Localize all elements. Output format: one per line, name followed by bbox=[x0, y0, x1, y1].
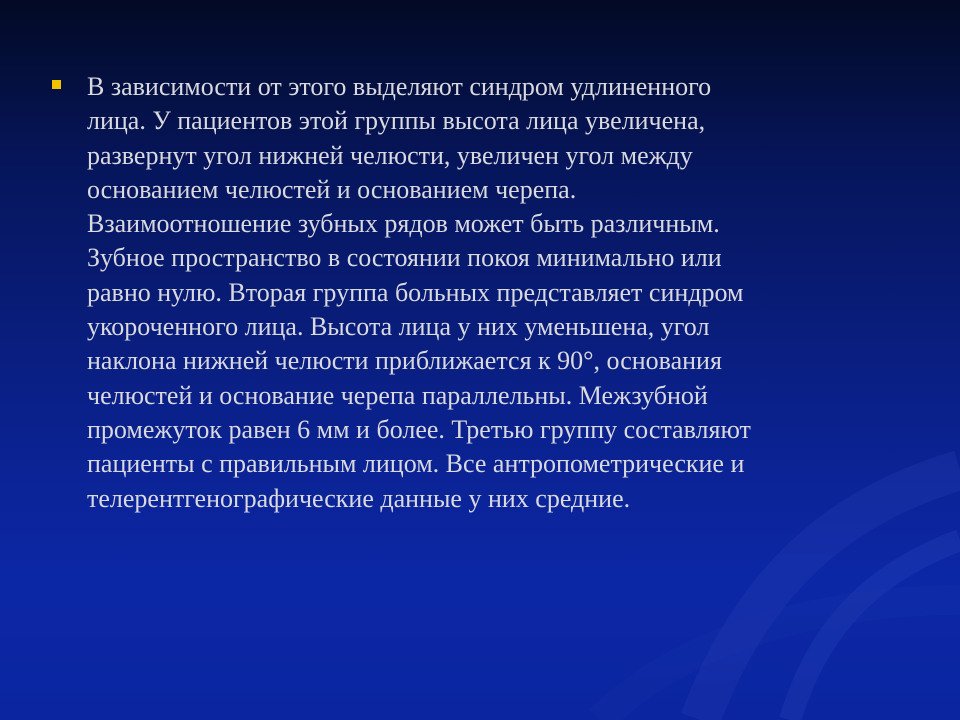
paragraph-text bbox=[87, 70, 751, 516]
paragraph-line: В зависимости от этого выделяют синдром удлиненного bbox=[87, 72, 712, 101]
paragraph-line: телерентгенографические данные у них средние. bbox=[87, 483, 631, 513]
paragraph-line: укороченного лица. Высота лица у них уменьшена, угол bbox=[87, 312, 710, 342]
paragraph-line: развернут угол нижней челюсти, увеличен угол между bbox=[87, 140, 693, 170]
paragraph-line: Зубное пространство в состоянии покоя минимально или bbox=[87, 243, 722, 273]
paragraph-line: основанием челюстей и основанием черепа. bbox=[87, 174, 577, 204]
paragraph-line: лица. У пациентов этой группы высота лица увеличена, bbox=[87, 106, 706, 136]
bullet-paragraph bbox=[52, 70, 912, 516]
paragraph-line: наклона нижней челюсти приближается к 90°, основания bbox=[87, 346, 722, 376]
paragraph-line: пациенты с правильным лицом. Все антропометрические и bbox=[87, 449, 745, 479]
paragraph-line: Взаимоотношение зубных рядов может быть различным. bbox=[87, 209, 720, 239]
paragraph-line: равно нулю. Вторая группа больных представляет синдром bbox=[87, 277, 744, 307]
bullet-square-icon bbox=[52, 80, 61, 89]
slide-content bbox=[52, 70, 912, 516]
paragraph-line: челюстей и основание черепа параллельны. Межзубной bbox=[87, 380, 708, 410]
paragraph-line: промежуток равен 6 мм и более. Третью группу составляют bbox=[87, 414, 751, 444]
